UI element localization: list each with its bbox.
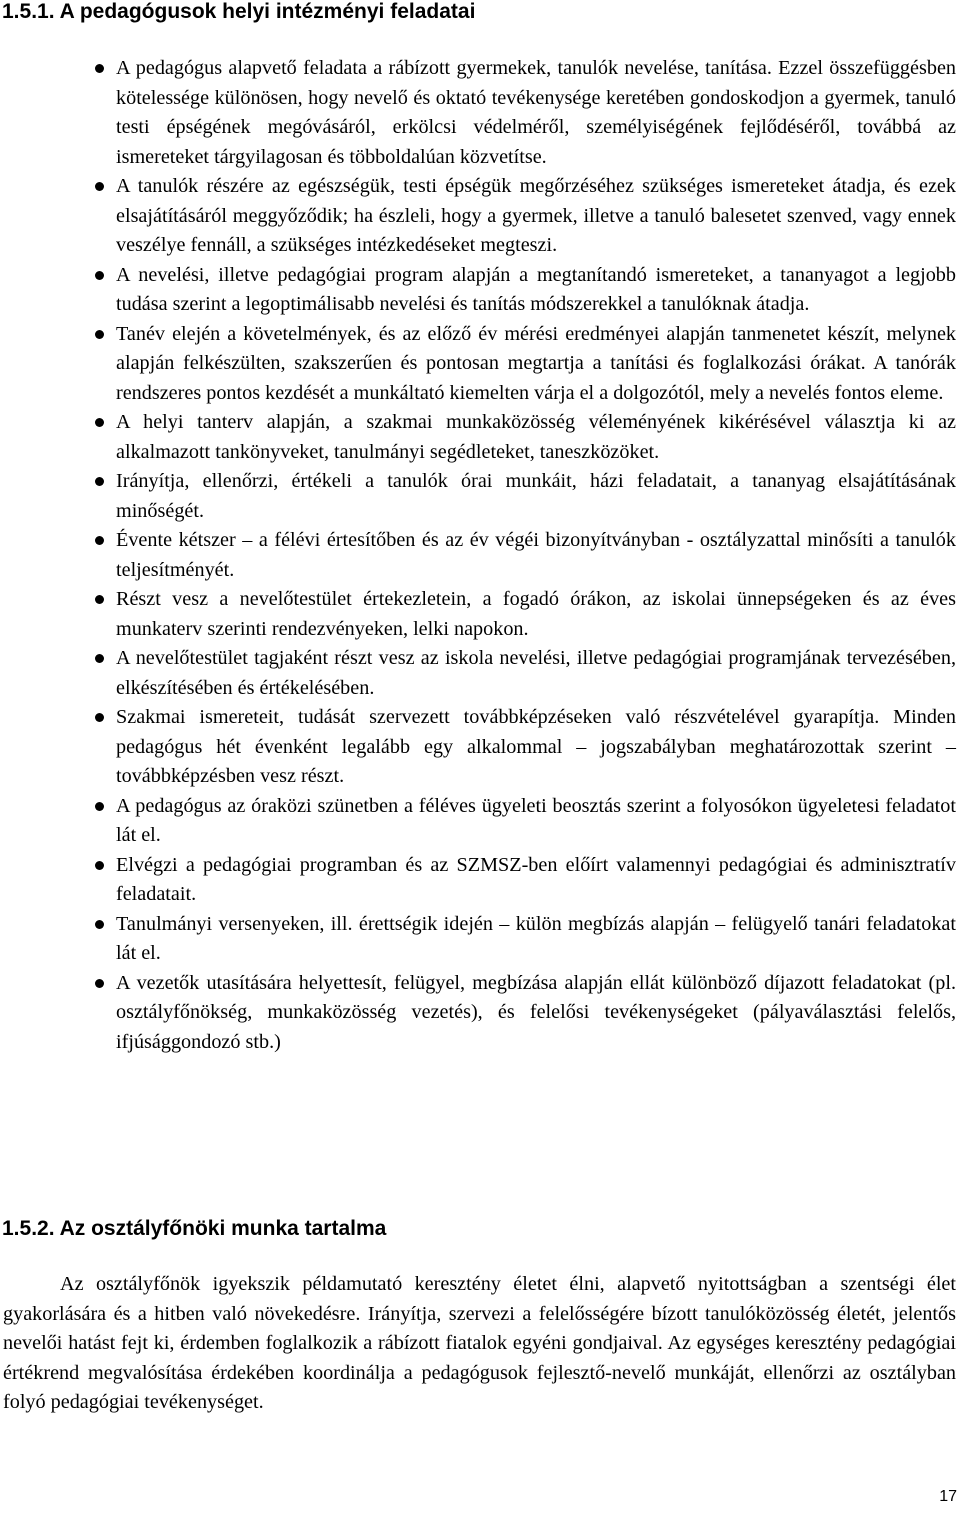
bullet-icon [95, 595, 104, 604]
homeroom-teacher-paragraph: Az osztályfőnök igyekszik példamutató keresztény életet élni, alapvető nyitottságban a szentségi élet gyakorlására és a hitben való növekedésre. Irányítja, szervezi a felelősségére bízott tanulóközösség életét, jelentős nevelői hatást fejt ki, érdemben foglalkozik a rábízott fiatalok egyéni gondjaival. Az egységes keresztény pedagógiai értékrend megvalósítása érdekében koordinálja a pedagógusok fejlesztő-nevelő munkáját, ellenőrzi az osztályban folyó pedagógiai tevékenységet. [3, 1273, 956, 1413]
section-heading-1-5-2: 1.5.2. Az osztályfőnöki munka tartalma [2, 1217, 387, 1240]
duty-text: Szakmai ismereteit, tudását szervezett továbbképzéseken való részvételével gyarapítja. Minden pedagógus hét évenként legalább egy alkalommal – jogszabályban meghatározottak szerint – továbbképzésben vesz részt. [116, 706, 956, 787]
duty-item [0, 408, 960, 467]
bullet-icon [95, 979, 104, 988]
section-heading-1-5-1: 1.5.1. A pedagógusok helyi intézményi feladatai [2, 0, 476, 23]
duty-item [0, 526, 960, 585]
duty-text: A vezetők utasítására helyettesít, felügyel, megbízása alapján ellát különböző díjazott feladatokat (pl. osztályfőnökség, munkaközösség vezetés), és felelősi tevékenységeket (pályaválasztási felelős, ifjúsággondozó stb.) [116, 971, 956, 1053]
duty-text: A pedagógus az óraközi szünetben a féléves ügyeleti beosztás szerint a folyosókon ügyeletesi feladatot lát el. [116, 794, 956, 846]
bullet-icon [95, 477, 104, 486]
bullet-icon [95, 271, 104, 280]
bullet-icon [95, 418, 104, 427]
bullet-icon [95, 713, 104, 722]
duty-item [0, 320, 960, 409]
bullet-icon [95, 920, 104, 929]
bullet-icon [95, 182, 104, 191]
duty-item [0, 467, 960, 526]
bullet-icon [95, 654, 104, 663]
duty-item [0, 792, 960, 851]
duty-text: Évente kétszer – a félévi értesítőben és az év végéi bizonyítványban - osztályzattal minősíti a tanulók teljesítményét. [116, 529, 956, 581]
duty-text: A helyi tanterv alapján, a szakmai munkaközösség véleményének kikérésével választja ki az alkalmazott tankönyveket, tanulmányi segédleteket, taneszközöket. [116, 411, 956, 463]
bullet-icon [95, 64, 104, 73]
duty-text: A tanulók részére az egészségük, testi épségük megőrzéséhez szükséges ismereteket átadja, és ezek elsajátításáról meggyőződik; ha észleli, hogy a gyermek, illetve a tanuló balesetet szenved, vagy ennek veszélye fennáll, a szükséges intézkedéseket megteszi. [116, 175, 956, 256]
duty-text: A nevelési, illetve pedagógiai program alapján a megtanítandó ismereteket, a tananyagot a legjobb tudása szerint a legoptimálisabb nevelési és tanítás módszerekkel a tanulóknak átadja. [116, 263, 956, 315]
duty-item [0, 969, 960, 1058]
duties-list [0, 54, 960, 1057]
bullet-icon [95, 536, 104, 545]
duty-item [0, 172, 960, 261]
duty-item [0, 585, 960, 644]
duty-item [0, 851, 960, 910]
duty-text: Elvégzi a pedagógiai programban és az SZMSZ-ben előírt valamennyi pedagógiai és adminisztratív feladatait. [116, 853, 956, 905]
duty-text: A pedagógus alapvető feladata a rábízott gyermekek, tanulók nevelése, tanítása. Ezzel összefüggésben kötelessége különösen, hogy nevelő és oktató tevékenysége keretében gondoskodjon a gyermek, tanuló testi épségének megóvásáról, erkölcsi védelméről, személyiségének fejlődéséről, továbbá az ismereteket tárgyilagosan és többoldalúan közvetítse. [116, 57, 956, 168]
duty-item [0, 261, 960, 320]
duty-text: A nevelőtestület tagjaként részt vesz az iskola nevelési, illetve pedagógiai programjának tervezésében, elkészítésében és értékelésében. [116, 647, 956, 699]
duty-text: Irányítja, ellenőrzi, értékeli a tanulók órai munkáit, házi feladatait, a tananyag elsajátításának minőségét. [116, 470, 956, 522]
duty-item [0, 644, 960, 703]
duty-text: Tanulmányi versenyeken, ill. érettségik idején – külön megbízás alapján – felügyelő tanári feladatokat lát el. [116, 912, 956, 964]
duty-item [0, 703, 960, 792]
duty-item [0, 910, 960, 969]
page-number: 17 [939, 1488, 957, 1505]
duty-text: Részt vesz a nevelőtestület értekezletein, a fogadó órákon, az iskolai ünnepségeken és az éves munkaterv szerinti rendezvényeken, lelki napokon. [116, 588, 956, 640]
duty-text: Tanév elején a követelmények, és az előző év mérési eredményei alapján tanmenetet készít, melynek alapján felkészülten, szakszerűen és pontosan megtartja a tanítási és foglalkozási órákat. A tanórák rendszeres pontos kezdését a munkáltató kiemelten várja el a dolgozótól, mely a nevelés fontos eleme. [116, 322, 956, 404]
duty-item [0, 54, 960, 172]
bullet-icon [95, 330, 104, 339]
bullet-icon [95, 861, 104, 870]
bullet-icon [95, 802, 104, 811]
